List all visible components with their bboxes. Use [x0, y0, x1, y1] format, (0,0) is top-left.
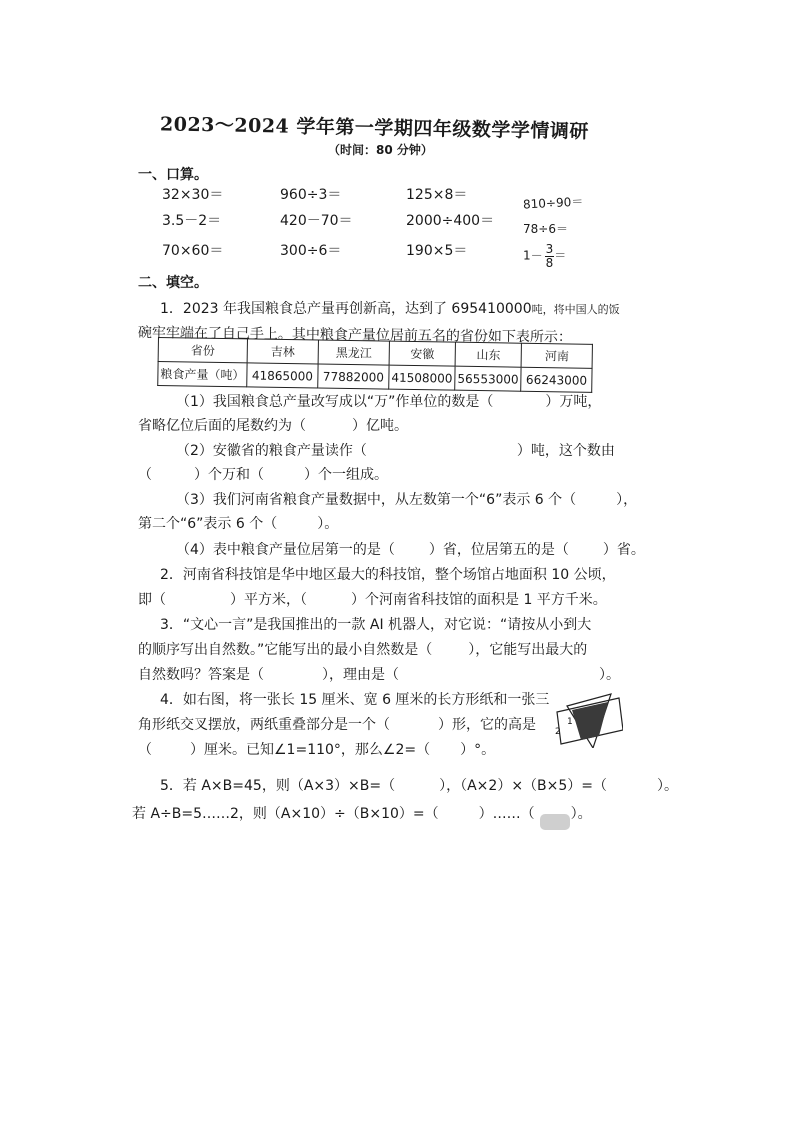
overlap-figure — [553, 692, 623, 748]
q3-line-3 — [138, 664, 620, 684]
q1-sub2-text: （ — [138, 467, 152, 483]
q4-text: 角形纸交叉摆放，两纸重叠部分是一个（ — [138, 717, 390, 733]
fraction-denominator: 8 — [545, 255, 554, 270]
calc-item: 960÷3＝ — [280, 187, 342, 203]
table-cell: 河南 — [521, 343, 592, 368]
q3-text: ），理由是（ — [322, 667, 399, 683]
calc-item: 32×30＝ — [162, 187, 224, 203]
q1-sub3-text: （3）我们河南省粮食产量数据中，从左数第一个“6”表示 6 个（ — [176, 492, 577, 508]
q1-line-2: 碗牢牢端在了自己手上。其中粮食产量位居前五名的省份如下表所示： — [137, 324, 572, 346]
q5-text: ），（A×2）×（B×5）=（ — [439, 778, 608, 794]
q1-sub2-line-1 — [176, 440, 615, 460]
q1-sub1-text: ）亿吨。 — [352, 418, 408, 434]
grain-output-table — [157, 337, 593, 393]
q5-text: ）……（ — [478, 806, 535, 822]
calc-item-fraction — [523, 243, 566, 269]
q1-sub4-text: （4）表中粮食产量位居第一的是（ — [176, 542, 395, 558]
calc-item: 78÷6＝ — [523, 222, 568, 236]
table-cell: 41508000 — [389, 365, 455, 390]
q1-sub2-line-2 — [138, 464, 388, 484]
q1-sub2-text: （2）安徽省的粮食产量读作（ — [176, 443, 367, 459]
calc-item: 70×60＝ — [162, 243, 224, 259]
q4-line-2 — [138, 714, 536, 734]
q3-text: 的顺序写出自然数。”它能写出的最小自然数是（ — [138, 642, 433, 658]
section-1-heading: 一、口算。 — [138, 167, 208, 183]
table-cell: 吉林 — [247, 339, 318, 364]
q1-sub2-text: ）个一组成。 — [304, 467, 388, 483]
table-cell: 66243000 — [521, 367, 592, 392]
fraction-suffix: ＝ — [554, 248, 567, 263]
section-2-heading: 二、填空。 — [138, 275, 208, 291]
q5-text: ）。 — [657, 778, 679, 794]
table-cell: 山东 — [455, 342, 521, 367]
q4-text: ）形，它的高是 — [438, 717, 536, 733]
table-cell: 黑龙江 — [318, 340, 389, 365]
q2-text: ）平方米，（ — [230, 592, 307, 608]
q1-sub1-text: （1）我国粮食总产量改写成以“万”作单位的数是（ — [176, 394, 494, 410]
q1-line-1 — [160, 298, 620, 318]
q1-sub2-text: ）个万和（ — [194, 467, 264, 483]
q2-line-2 — [138, 589, 607, 609]
q1-sub2-text: ）吨，这个数由 — [516, 443, 615, 459]
calc-item: 3.5－2＝ — [162, 213, 222, 229]
q4-text: （ — [138, 742, 152, 758]
q1-sub3-line-1 — [176, 489, 637, 509]
q1-sub1-text: ）万吨， — [545, 394, 602, 410]
q1-text: 吨，将中国人的饭 — [531, 303, 620, 316]
table-cell: 56553000 — [455, 366, 521, 391]
scan-artifact — [540, 814, 570, 830]
q1-sub3-line-2 — [138, 513, 338, 533]
q2-text: 即（ — [138, 592, 166, 608]
table-cell: 粮食产量（吨） — [158, 362, 247, 387]
q5-text: 5．若 A×B=45，则（A×3）×B=（ — [160, 778, 396, 794]
q4-text: ）°。 — [460, 742, 496, 758]
fraction-numerator: 3 — [545, 242, 554, 256]
q5-line-1 — [160, 775, 678, 795]
q3-line-2 — [138, 639, 587, 659]
calc-item: 125×8＝ — [406, 187, 468, 203]
q5-line-2 — [132, 803, 592, 823]
table-cell: 安徽 — [389, 341, 455, 366]
q1-sub4-text: ）省。 — [602, 542, 645, 558]
q3-text: 自然数吗？答案是（ — [138, 667, 264, 683]
q3-text: ），它能写出最大的 — [468, 642, 588, 658]
q1-sub4-line — [176, 539, 645, 559]
calc-item: 300÷6＝ — [280, 243, 342, 259]
calc-item: 810÷90＝ — [522, 194, 584, 212]
q1-sub1-line-1 — [176, 391, 601, 411]
calc-item: 190×5＝ — [406, 243, 468, 259]
q1-text: 1．2023 年我国粮食总产量再创新高，达到了 695410000 — [160, 301, 532, 317]
exam-duration: （时间：80 分钟） — [328, 143, 433, 157]
q4-line-1: 4．如右图，将一张长 15 厘米、宽 6 厘米的长方形纸和一张三 — [160, 692, 550, 708]
table-cell: 省份 — [158, 338, 247, 363]
q1-sub3-text: 第二个“6”表示 6 个（ — [138, 516, 278, 532]
calc-item: 420－70＝ — [280, 213, 353, 229]
q1-sub4-text: ）省，位居第五的是（ — [428, 542, 569, 558]
q2-text: ）个河南省科技馆的面积是 1 平方千米。 — [351, 592, 607, 608]
q1-sub1-text: 省略亿位后面的尾数约为（ — [138, 418, 306, 434]
table-cell: 77882000 — [318, 364, 389, 389]
q2-line-1: 2．河南省科技馆是华中地区最大的科技馆，整个场馆占地面积 10 公顷， — [160, 567, 616, 583]
table-cell: 41865000 — [247, 363, 318, 388]
q3-line-1: 3．“文心一言”是我国推出的一款 AI 机器人，对它说：“请按从小到大 — [160, 617, 592, 633]
angle-1-label: 1 — [567, 717, 573, 727]
q5-text: 若 A÷B=5……2，则（A×10）÷（B×10）=（ — [132, 806, 439, 822]
q5-text: ）。 — [570, 806, 592, 822]
q1-sub3-text: ）， — [616, 492, 638, 508]
q4-line-3 — [138, 739, 495, 759]
q1-sub3-text: ）。 — [317, 516, 339, 532]
q4-text: ）厘米。已知∠1=110°，那么∠2=（ — [190, 742, 431, 758]
fraction-prefix: 1－ — [523, 248, 543, 263]
q3-text: ）。 — [599, 667, 620, 683]
calc-item: 2000÷400＝ — [406, 213, 495, 229]
fraction — [545, 243, 555, 269]
angle-2-label: 2 — [555, 727, 561, 737]
q1-sub1-line-2 — [138, 415, 408, 435]
page-title: 2023～2024 学年第一学期四年级数学学情调研 — [159, 113, 590, 143]
